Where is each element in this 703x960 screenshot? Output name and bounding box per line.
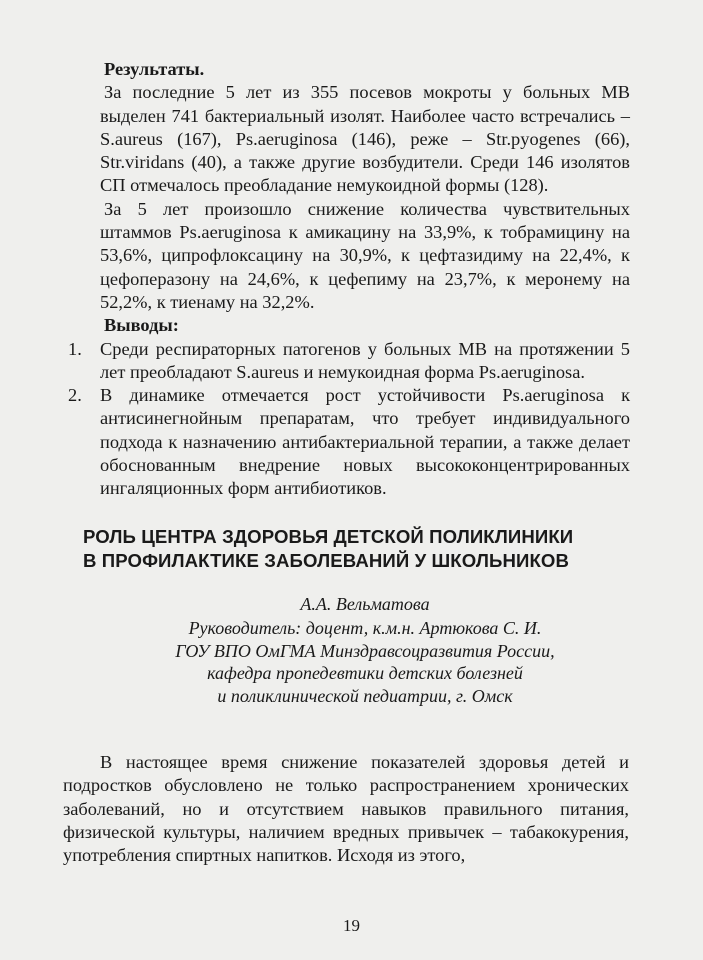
affiliation-line-3: и поликлинической педиатрии, г. Омск (217, 685, 513, 706)
results-paragraph-1 (100, 81, 630, 197)
article-body-paragraph (63, 751, 629, 867)
conclusion-item (68, 338, 630, 385)
affiliation-line-1: ГОУ ВПО ОмГМА Минздравсоцразвития России, (175, 640, 555, 661)
conclusions-list (68, 338, 630, 501)
results-paragraph-2-text: За 5 лет произошло снижение количества чувствительных штаммов Ps.aeruginosa к амикацину на 33,9%, к тобрамицину на 53,6%, ципрофлоксацину на 30,9%, к цефтазидиму на 22,4%, к цефоперазону на 24,6%, к цефепиму на 23,7%, к меронему на 52,2%, к тиенаму на 32,2%. (100, 198, 630, 312)
conclusion-text: В динамике отмечается рост устойчивости Ps.aeruginosa к антисинегнойным препаратам, что требует индивидуального подхода к назначению антибактериальной терапии, а также делает обоснованным внедрение новых высококонцентрированных ингаляционных форм антибиотиков. (100, 385, 630, 499)
supervisor: Руководитель: доцент, к.м.н. Артюкова С. И. (188, 618, 542, 639)
results-paragraph-2 (100, 198, 630, 314)
conclusion-item (68, 384, 630, 500)
page-number: 19 (343, 916, 360, 935)
article-body-text: В настоящее время снижение показателей здоровья детей и подростков обусловлено не только распространением хронических заболеваний, но и отсутствием навыков правильного питания, физической культуры, наличием вредных привычек – табакокурения, употребления спиртных напитков. Исходя из этого, (63, 752, 629, 866)
author-block (100, 593, 630, 708)
conclusion-number: 2. (68, 385, 82, 406)
article-title-line-2: В ПРОФИЛАКТИКЕ ЗАБОЛЕВАНИЙ У ШКОЛЬНИКОВ (83, 549, 569, 571)
conclusion-text: Среди респираторных патогенов у больных МВ на протяжении 5 лет преобладают S.aureus и немукоидная форма Ps.aeruginosa. (100, 338, 630, 382)
page-content (63, 58, 630, 886)
author-name: А.А. Вельматова (300, 593, 430, 614)
affiliation-line-2: кафедра пропедевтики детских болезней (207, 663, 523, 684)
results-paragraph-1-text: За последние 5 лет из 355 посевов мокроты у больных МВ выделен 741 бактериальный изолят. Наиболее часто встречались – S.aureus (167), Ps.aeruginosa (146), реже – Str.pyogenes (66), Str.viridans (40), а также другие возбудители. Среди 146 изолятов СП отмечалось преобладание немукоидной формы (128). (100, 82, 630, 196)
article-title-line-1: РОЛЬ ЦЕНТРА ЗДОРОВЬЯ ДЕТСКОЙ ПОЛИКЛИНИКИ (83, 525, 574, 547)
conclusion-number: 1. (68, 338, 82, 359)
results-heading: Результаты. (104, 59, 205, 79)
conclusions-heading: Выводы: (104, 315, 179, 336)
article-title (83, 525, 643, 573)
